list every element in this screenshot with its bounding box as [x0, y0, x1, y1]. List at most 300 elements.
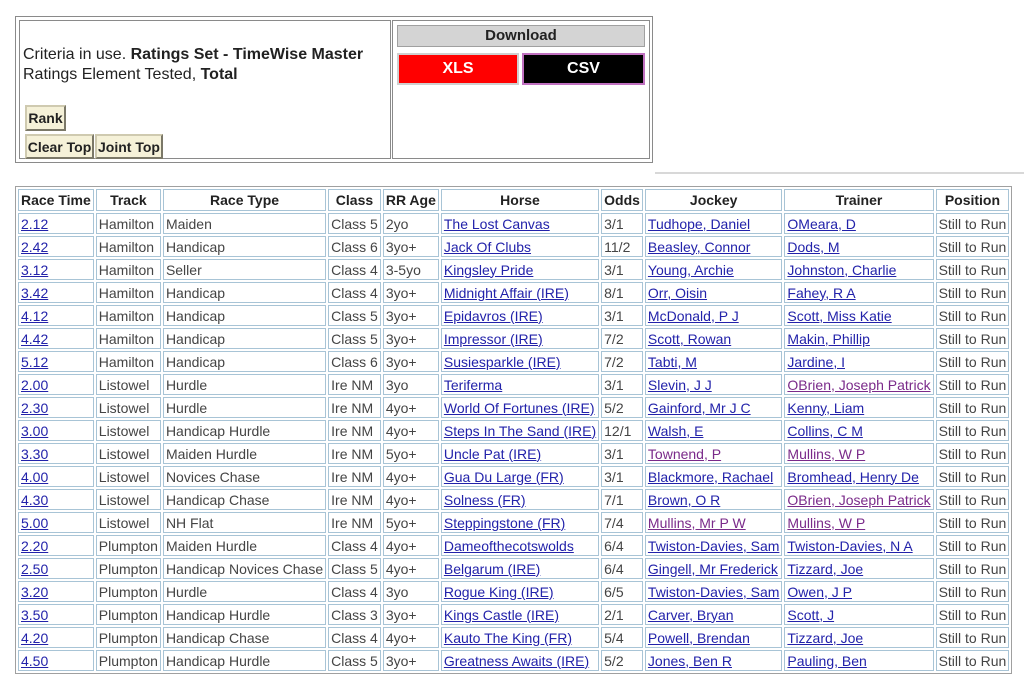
horse-link[interactable]: Kingsley Pride — [443, 261, 534, 278]
horse-cell — [441, 581, 599, 602]
column-header-position: Position — [936, 189, 1010, 211]
divider — [655, 172, 1024, 174]
odds-cell: 5/4 — [601, 627, 643, 648]
trainer-link[interactable]: Mullins, W P — [787, 445, 866, 462]
race-time-link[interactable]: 2.50 — [21, 560, 49, 577]
position-cell: Still to Run — [936, 328, 1010, 349]
class-cell: Class 6 — [328, 351, 381, 372]
class-cell: Ire NM — [328, 466, 381, 487]
table-row — [18, 443, 1009, 464]
race-time-link[interactable]: 4.50 — [21, 652, 49, 669]
trainer-link[interactable]: Tizzard, Joe — [787, 629, 864, 646]
race-type-cell: Handicap — [163, 282, 326, 303]
horse-link[interactable]: Impressor (IRE) — [443, 330, 543, 347]
trainer-cell — [784, 512, 933, 533]
position-cell: Still to Run — [936, 512, 1010, 533]
race-type-cell: Novices Chase — [163, 466, 326, 487]
trainer-cell — [784, 420, 933, 441]
race-time-cell — [18, 650, 94, 671]
jockey-cell — [645, 650, 782, 671]
rr-age-cell: 3yo+ — [383, 282, 439, 303]
track-cell: Hamilton — [96, 282, 161, 303]
trainer-link[interactable]: Pauling, Ben — [787, 652, 867, 669]
trainer-cell — [784, 213, 933, 234]
rr-age-cell: 2yo — [383, 213, 439, 234]
track-cell: Hamilton — [96, 213, 161, 234]
trainer-link[interactable]: OBrien, Joseph Patrick — [787, 491, 931, 508]
jockey-link[interactable]: Blackmore, Rachael — [647, 468, 774, 485]
race-time-link[interactable]: 3.50 — [21, 606, 49, 623]
table-row — [18, 328, 1009, 349]
race-time-cell — [18, 259, 94, 280]
horse-cell — [441, 397, 599, 418]
horse-cell — [441, 512, 599, 533]
table-header-row — [18, 189, 1009, 211]
position-cell: Still to Run — [936, 420, 1010, 441]
race-time-cell — [18, 604, 94, 625]
race-time-cell — [18, 535, 94, 556]
jockey-cell — [645, 259, 782, 280]
horse-link[interactable]: Rogue King (IRE) — [443, 583, 554, 600]
jockey-cell — [645, 397, 782, 418]
joint-top-button[interactable]: Joint Top — [95, 134, 163, 159]
jockey-cell — [645, 604, 782, 625]
class-cell: Ire NM — [328, 420, 381, 441]
rank-button[interactable]: Rank — [25, 105, 66, 131]
horse-link[interactable]: Gua Du Large (FR) — [443, 468, 564, 485]
ratings-element-prefix: Ratings Element Tested, — [23, 66, 201, 83]
ratings-element-value: Total — [200, 66, 238, 83]
download-box — [392, 20, 650, 159]
rr-age-cell: 5yo+ — [383, 443, 439, 464]
race-type-cell: Handicap Hurdle — [163, 604, 326, 625]
jockey-link[interactable]: Slevin, J J — [647, 376, 712, 393]
class-cell: Ire NM — [328, 512, 381, 533]
column-header-class: Class — [328, 189, 381, 211]
position-cell: Still to Run — [936, 351, 1010, 372]
xls-download-button[interactable]: XLS — [397, 53, 519, 85]
race-time-cell — [18, 512, 94, 533]
table-row — [18, 604, 1009, 625]
horse-link[interactable]: Epidavros (IRE) — [443, 307, 543, 324]
table-row — [18, 282, 1009, 303]
table-row — [18, 420, 1009, 441]
class-cell: Ire NM — [328, 374, 381, 395]
odds-cell: 3/1 — [601, 259, 643, 280]
trainer-link[interactable]: Scott, J — [787, 606, 835, 623]
odds-cell: 5/2 — [601, 650, 643, 671]
odds-cell: 7/4 — [601, 512, 643, 533]
rr-age-cell: 4yo+ — [383, 627, 439, 648]
horse-cell — [441, 236, 599, 257]
horse-cell — [441, 259, 599, 280]
jockey-link[interactable]: Brown, O R — [647, 491, 721, 508]
horse-link[interactable]: Belgarum (IRE) — [443, 560, 541, 577]
track-cell: Plumpton — [96, 650, 161, 671]
race-time-link[interactable]: 4.12 — [21, 307, 49, 324]
trainer-cell — [784, 351, 933, 372]
race-time-cell — [18, 420, 94, 441]
trainer-link[interactable]: Twiston-Davies, N A — [787, 537, 913, 554]
position-cell: Still to Run — [936, 627, 1010, 648]
rr-age-cell: 3yo+ — [383, 236, 439, 257]
race-type-cell: NH Flat — [163, 512, 326, 533]
class-cell: Class 4 — [328, 535, 381, 556]
position-cell: Still to Run — [936, 374, 1010, 395]
trainer-link[interactable]: Kenny, Liam — [787, 399, 865, 416]
table-row — [18, 374, 1009, 395]
download-header: Download — [397, 25, 645, 47]
trainer-cell — [784, 581, 933, 602]
odds-cell: 6/5 — [601, 581, 643, 602]
jockey-link[interactable]: Twiston-Davies, Sam — [647, 537, 780, 554]
race-time-cell — [18, 328, 94, 349]
rr-age-cell: 4yo+ — [383, 397, 439, 418]
odds-cell: 6/4 — [601, 535, 643, 556]
rr-age-cell: 4yo+ — [383, 489, 439, 510]
trainer-cell — [784, 489, 933, 510]
rr-age-cell: 4yo+ — [383, 558, 439, 579]
criteria-text — [23, 45, 363, 85]
position-cell: Still to Run — [936, 305, 1010, 326]
jockey-cell — [645, 328, 782, 349]
odds-cell: 2/1 — [601, 604, 643, 625]
rr-age-cell: 4yo+ — [383, 466, 439, 487]
race-time-link[interactable]: 4.20 — [21, 629, 49, 646]
column-header-odds: Odds — [601, 189, 643, 211]
position-cell: Still to Run — [936, 282, 1010, 303]
column-header-rr-age: RR Age — [383, 189, 439, 211]
table-row — [18, 650, 1009, 671]
jockey-link[interactable]: Scott, Rowan — [647, 330, 732, 347]
table-body — [18, 213, 1009, 671]
track-cell: Listowel — [96, 466, 161, 487]
track-cell: Hamilton — [96, 351, 161, 372]
odds-cell: 3/1 — [601, 213, 643, 234]
position-cell: Still to Run — [936, 581, 1010, 602]
jockey-link[interactable]: Townend, P — [647, 445, 722, 462]
jockey-cell — [645, 282, 782, 303]
trainer-link[interactable]: Scott, Miss Katie — [787, 307, 892, 324]
horse-cell — [441, 443, 599, 464]
class-cell: Class 6 — [328, 236, 381, 257]
jockey-cell — [645, 443, 782, 464]
race-time-link[interactable]: 3.00 — [21, 422, 49, 439]
trainer-link[interactable]: Makin, Phillip — [787, 330, 870, 347]
clear-top-button[interactable]: Clear Top — [25, 134, 94, 159]
jockey-cell — [645, 489, 782, 510]
table-row — [18, 535, 1009, 556]
race-time-link[interactable]: 5.12 — [21, 353, 49, 370]
odds-cell: 12/1 — [601, 420, 643, 441]
race-type-cell: Handicap — [163, 328, 326, 349]
race-time-link[interactable]: 2.30 — [21, 399, 49, 416]
table-row — [18, 259, 1009, 280]
track-cell: Hamilton — [96, 259, 161, 280]
jockey-cell — [645, 535, 782, 556]
race-type-cell: Maiden — [163, 213, 326, 234]
jockey-cell — [645, 374, 782, 395]
class-cell: Class 4 — [328, 282, 381, 303]
odds-cell: 3/1 — [601, 443, 643, 464]
rr-age-cell: 3yo+ — [383, 305, 439, 326]
position-cell: Still to Run — [936, 558, 1010, 579]
trainer-link[interactable]: Mullins, W P — [787, 514, 866, 531]
criteria-prefix: Criteria in use. — [23, 46, 131, 63]
race-time-link[interactable]: 2.12 — [21, 215, 49, 232]
horse-link[interactable]: Solness (FR) — [443, 491, 526, 508]
track-cell: Hamilton — [96, 328, 161, 349]
jockey-link[interactable]: Gainford, Mr J C — [647, 399, 751, 416]
trainer-link[interactable]: Owen, J P — [787, 583, 852, 600]
rr-age-cell: 5yo+ — [383, 512, 439, 533]
trainer-cell — [784, 305, 933, 326]
horse-link[interactable]: Greatness Awaits (IRE) — [443, 652, 590, 669]
horse-cell — [441, 650, 599, 671]
horse-link[interactable]: Susiesparkle (IRE) — [443, 353, 561, 370]
jockey-cell — [645, 558, 782, 579]
trainer-cell — [784, 259, 933, 280]
table-row — [18, 466, 1009, 487]
horse-link[interactable]: Teriferma — [443, 376, 503, 393]
trainer-cell — [784, 328, 933, 349]
race-type-cell: Handicap Hurdle — [163, 420, 326, 441]
position-cell: Still to Run — [936, 650, 1010, 671]
track-cell: Plumpton — [96, 558, 161, 579]
trainer-cell — [784, 466, 933, 487]
rr-age-cell: 3-5yo — [383, 259, 439, 280]
class-cell: Class 5 — [328, 305, 381, 326]
race-time-cell — [18, 351, 94, 372]
horse-link[interactable]: World Of Fortunes (IRE) — [443, 399, 595, 416]
rr-age-cell: 3yo+ — [383, 650, 439, 671]
horse-link[interactable]: Dameofthecotswolds — [443, 537, 574, 554]
column-header-horse: Horse — [441, 189, 599, 211]
jockey-cell — [645, 420, 782, 441]
position-cell: Still to Run — [936, 259, 1010, 280]
race-type-cell: Hurdle — [163, 397, 326, 418]
trainer-cell — [784, 397, 933, 418]
table-row — [18, 213, 1009, 234]
race-type-cell: Handicap — [163, 351, 326, 372]
odds-cell: 3/1 — [601, 466, 643, 487]
class-cell: Class 3 — [328, 604, 381, 625]
trainer-link[interactable]: Johnston, Charlie — [787, 261, 897, 278]
race-type-cell: Handicap — [163, 236, 326, 257]
trainer-cell — [784, 535, 933, 556]
trainer-link[interactable]: OBrien, Joseph Patrick — [787, 376, 931, 393]
jockey-link[interactable]: Beasley, Connor — [647, 238, 751, 255]
class-cell: Ire NM — [328, 443, 381, 464]
class-cell: Class 5 — [328, 650, 381, 671]
table-row — [18, 558, 1009, 579]
jockey-link[interactable]: McDonald, P J — [647, 307, 739, 324]
jockey-link[interactable]: Gingell, Mr Frederick — [647, 560, 778, 577]
jockey-link[interactable]: Orr, Oisin — [647, 284, 708, 301]
horse-link[interactable]: Kings Castle (IRE) — [443, 606, 560, 623]
trainer-cell — [784, 604, 933, 625]
race-time-cell — [18, 489, 94, 510]
table-row — [18, 489, 1009, 510]
class-cell: Class 5 — [328, 328, 381, 349]
race-time-cell — [18, 374, 94, 395]
race-time-cell — [18, 627, 94, 648]
trainer-link[interactable]: OMeara, D — [787, 215, 856, 232]
class-cell: Ire NM — [328, 397, 381, 418]
horse-link[interactable]: Kauto The King (FR) — [443, 629, 573, 646]
csv-download-button[interactable]: CSV — [522, 53, 645, 85]
position-cell: Still to Run — [936, 443, 1010, 464]
jockey-link[interactable]: Twiston-Davies, Sam — [647, 583, 780, 600]
class-cell: Class 4 — [328, 259, 381, 280]
rr-age-cell: 3yo+ — [383, 328, 439, 349]
horse-cell — [441, 466, 599, 487]
jockey-link[interactable]: Carver, Bryan — [647, 606, 734, 623]
odds-cell: 7/1 — [601, 489, 643, 510]
track-cell: Hamilton — [96, 236, 161, 257]
trainer-link[interactable]: Jardine, I — [787, 353, 845, 370]
track-cell: Plumpton — [96, 535, 161, 556]
odds-cell: 3/1 — [601, 305, 643, 326]
track-cell: Listowel — [96, 443, 161, 464]
race-time-link[interactable]: 3.12 — [21, 261, 49, 278]
column-header-race-time: Race Time — [18, 189, 94, 211]
track-cell: Listowel — [96, 374, 161, 395]
race-time-cell — [18, 397, 94, 418]
odds-cell: 7/2 — [601, 328, 643, 349]
jockey-cell — [645, 351, 782, 372]
odds-cell: 3/1 — [601, 374, 643, 395]
position-cell: Still to Run — [936, 535, 1010, 556]
jockey-link[interactable]: Powell, Brendan — [647, 629, 750, 646]
trainer-link[interactable]: Fahey, R A — [787, 284, 856, 301]
rr-age-cell: 3yo+ — [383, 604, 439, 625]
trainer-link[interactable]: Dods, M — [787, 238, 840, 255]
criteria-panel — [15, 16, 653, 163]
trainer-cell — [784, 443, 933, 464]
table-row — [18, 627, 1009, 648]
race-type-cell: Maiden Hurdle — [163, 443, 326, 464]
race-type-cell: Handicap Chase — [163, 489, 326, 510]
track-cell: Listowel — [96, 397, 161, 418]
horse-cell — [441, 282, 599, 303]
column-header-jockey: Jockey — [645, 189, 782, 211]
jockey-cell — [645, 581, 782, 602]
trainer-cell — [784, 374, 933, 395]
table-row — [18, 236, 1009, 257]
trainer-cell — [784, 236, 933, 257]
position-cell: Still to Run — [936, 213, 1010, 234]
race-time-link[interactable]: 3.20 — [21, 583, 49, 600]
criteria-line-2 — [23, 65, 363, 85]
jockey-link[interactable]: Mullins, Mr P W — [647, 514, 746, 531]
horse-cell — [441, 627, 599, 648]
race-type-cell: Handicap Hurdle — [163, 650, 326, 671]
track-cell: Plumpton — [96, 581, 161, 602]
rr-age-cell: 4yo+ — [383, 535, 439, 556]
column-header-track: Track — [96, 189, 161, 211]
position-cell: Still to Run — [936, 397, 1010, 418]
horse-link[interactable]: Jack Of Clubs — [443, 238, 532, 255]
position-cell: Still to Run — [936, 604, 1010, 625]
horse-cell — [441, 535, 599, 556]
trainer-cell — [784, 627, 933, 648]
rr-age-cell: 4yo+ — [383, 420, 439, 441]
jockey-link[interactable]: Tabti, M — [647, 353, 697, 370]
class-cell: Class 4 — [328, 627, 381, 648]
odds-cell: 5/2 — [601, 397, 643, 418]
race-time-link[interactable]: 3.30 — [21, 445, 49, 462]
race-time-link[interactable]: 3.42 — [21, 284, 49, 301]
race-time-link[interactable]: 4.30 — [21, 491, 49, 508]
race-time-cell — [18, 466, 94, 487]
jockey-link[interactable]: Young, Archie — [647, 261, 734, 278]
jockey-link[interactable]: Walsh, E — [647, 422, 704, 439]
race-type-cell: Hurdle — [163, 581, 326, 602]
horse-link[interactable]: Uncle Pat (IRE) — [443, 445, 542, 462]
class-cell: Ire NM — [328, 489, 381, 510]
race-time-link[interactable]: 4.42 — [21, 330, 49, 347]
table-row — [18, 512, 1009, 533]
odds-cell: 6/4 — [601, 558, 643, 579]
jockey-cell — [645, 512, 782, 533]
horse-cell — [441, 420, 599, 441]
race-type-cell: Handicap — [163, 305, 326, 326]
criteria-box — [19, 20, 391, 159]
trainer-link[interactable]: Tizzard, Joe — [787, 560, 864, 577]
trainer-link[interactable]: Bromhead, Henry De — [787, 468, 919, 485]
table-row — [18, 581, 1009, 602]
trainer-link[interactable]: Collins, C M — [787, 422, 863, 439]
race-time-link[interactable]: 2.20 — [21, 537, 49, 554]
odds-cell: 7/2 — [601, 351, 643, 372]
race-time-cell — [18, 443, 94, 464]
track-cell: Listowel — [96, 512, 161, 533]
jockey-cell — [645, 236, 782, 257]
race-time-cell — [18, 558, 94, 579]
column-header-race-type: Race Type — [163, 189, 326, 211]
race-time-link[interactable]: 2.42 — [21, 238, 49, 255]
odds-cell: 8/1 — [601, 282, 643, 303]
horse-cell — [441, 351, 599, 372]
race-type-cell: Maiden Hurdle — [163, 535, 326, 556]
race-time-link[interactable]: 5.00 — [21, 514, 49, 531]
race-time-link[interactable]: 4.00 — [21, 468, 49, 485]
horse-link[interactable]: Steppingstone (FR) — [443, 514, 566, 531]
table-row — [18, 351, 1009, 372]
criteria-line-1 — [23, 45, 363, 65]
horse-cell — [441, 213, 599, 234]
horse-link[interactable]: Midnight Affair (IRE) — [443, 284, 569, 301]
jockey-link[interactable]: Jones, Ben R — [647, 652, 732, 669]
jockey-cell — [645, 466, 782, 487]
race-time-link[interactable]: 2.00 — [21, 376, 49, 393]
table-row — [18, 397, 1009, 418]
horse-link[interactable]: The Lost Canvas — [443, 215, 550, 232]
horse-cell — [441, 604, 599, 625]
odds-cell: 11/2 — [601, 236, 643, 257]
rr-age-cell: 3yo+ — [383, 351, 439, 372]
rr-age-cell: 3yo — [383, 374, 439, 395]
horse-cell — [441, 305, 599, 326]
jockey-link[interactable]: Tudhope, Daniel — [647, 215, 751, 232]
race-time-cell — [18, 282, 94, 303]
horse-link[interactable]: Steps In The Sand (IRE) — [443, 422, 597, 439]
position-cell: Still to Run — [936, 489, 1010, 510]
rr-age-cell: 3yo — [383, 581, 439, 602]
ratings-set-value: Ratings Set - TimeWise Master — [130, 46, 364, 63]
track-cell: Plumpton — [96, 604, 161, 625]
